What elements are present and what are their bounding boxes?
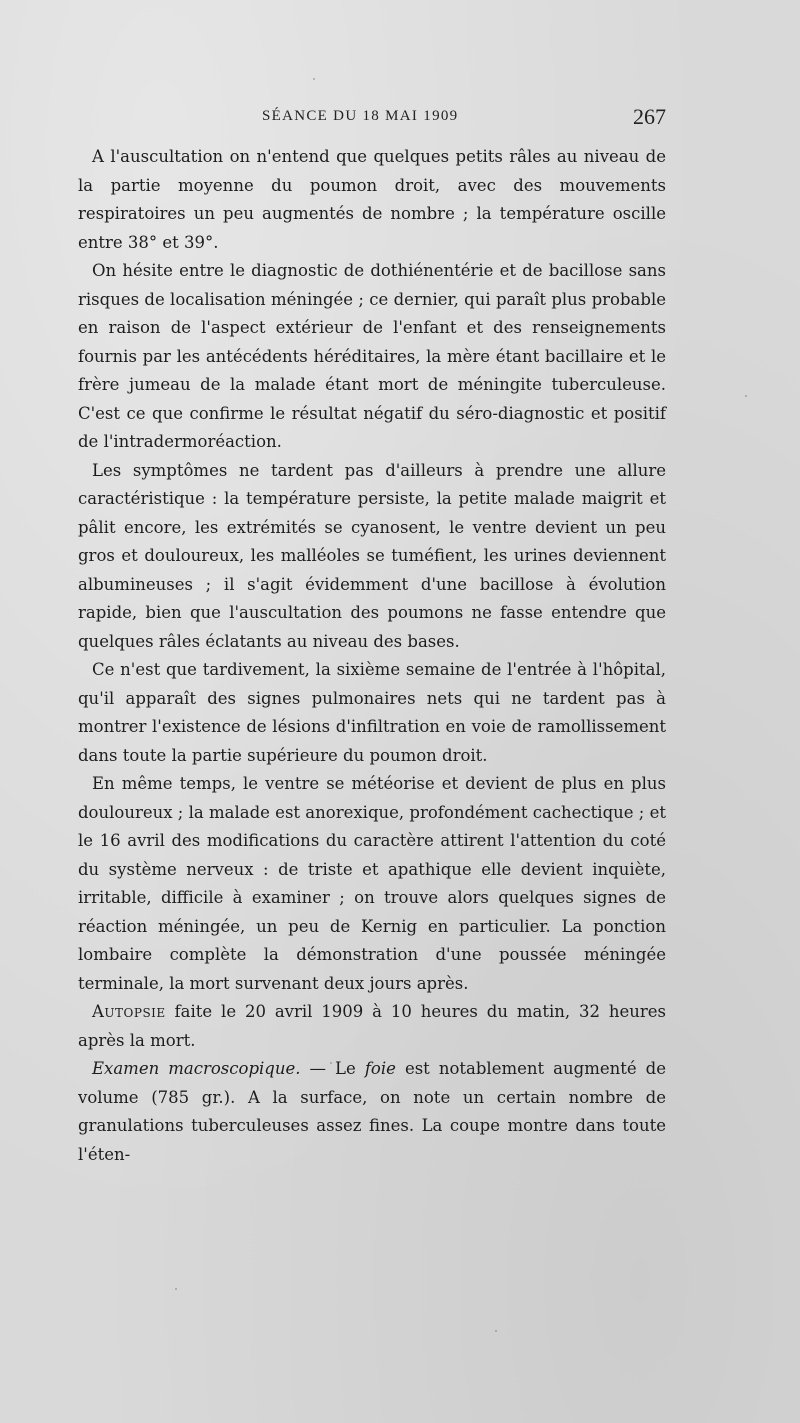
body-text xyxy=(78,143,666,1169)
paragraph-diagnostic xyxy=(78,257,666,457)
paper-speck xyxy=(745,395,747,397)
paragraph-text: est notablement augmenté de volume (785 gr.). A la surface, on note un certain nombre de granulations tuberculeuses assez fines. La coupe montre dans toute l'éten- xyxy=(78,1059,666,1164)
paragraph-text: faite le 20 avril 1909 à 10 heures du matin, 32 heures après la mort. xyxy=(78,1002,666,1050)
page-number: 267 xyxy=(633,104,666,129)
paper-speck xyxy=(175,1288,177,1290)
paragraph-examen xyxy=(78,1055,666,1169)
autopsie-lead: Autopsie xyxy=(92,1002,166,1021)
examen-lead: Examen macroscopique. xyxy=(92,1059,301,1078)
paper-speck xyxy=(330,1062,332,1064)
examen-dash: — Le xyxy=(300,1059,365,1078)
paragraph-text: A l'auscultation on n'entend que quelques petits râles au niveau de la partie moyenne du poumon droit, avec des mouvements respiratoires un peu augmentés de nombre ; la température oscille entre 38° et 39°. xyxy=(78,147,666,252)
paragraph-auscultation xyxy=(78,143,666,257)
paragraph-symptomes xyxy=(78,457,666,657)
paper-speck xyxy=(495,1330,497,1332)
paragraph-text: Les symptômes ne tardent pas d'ailleurs à prendre une allure caractéristique : la température persiste, la petite malade maigrit et pâlit encore, les extrémités se cyanosent, le ventre devient un peu gros et douloureux, les malléoles se tuméfient, les urines deviennent albumineuses ; il s'agit évidemment d'une bacillose à évolution rapide, bien que l'auscultation des poumons ne fasse entendre que quelques râles éclatants au niveau des bases. xyxy=(78,460,666,651)
paragraph-text: On hésite entre le diagnostic de dothiénentérie et de bacillose sans risques de localisation méningée ; ce dernier, qui paraît plus probable en raison de l'aspect extérieur de l'enfant et des renseignements fournis par les antécédents héréditaires, la mère étant bacillaire et le frère jumeau de la malade étant mort de méningite tuberculeuse. C'est ce que confirme le résultat négatif du séro-diagnostic et positif de l'intradermoréaction. xyxy=(78,261,666,451)
paragraph-autopsie xyxy=(78,998,666,1055)
paper-speck xyxy=(313,78,315,80)
paragraph-text: En même temps, le ventre se météorise et devient de plus en plus douloureux ; la malade est anorexique, profondément cachectique ; et le 16 avril des modifications du caractère attirent l'attention du coté du système nerveux : de triste et apathique elle devient inquiète, irritable, difficile à examiner ; on trouve alors quelques signes de réaction méningée, un peu de Kernig en particulier. La ponction lombaire complète la démonstration d'une poussée méningée terminale, la mort survenant deux jours après. xyxy=(78,774,666,993)
foie-word: foie xyxy=(364,1059,396,1078)
paragraph-signes-pulmonaires xyxy=(78,656,666,770)
running-head xyxy=(78,104,666,132)
paragraph-meningee xyxy=(78,770,666,998)
paragraph-text: Ce n'est que tardivement, la sixième semaine de l'entrée à l'hôpital, qu'il apparaît des signes pulmonaires nets qui ne tardent pas à montrer l'existence de lésions d'infiltration en voie de ramollissement dans toute la partie supérieure du poumon droit. xyxy=(78,660,666,765)
running-title: SÉANCE DU 18 MAI 1909 xyxy=(262,108,459,124)
